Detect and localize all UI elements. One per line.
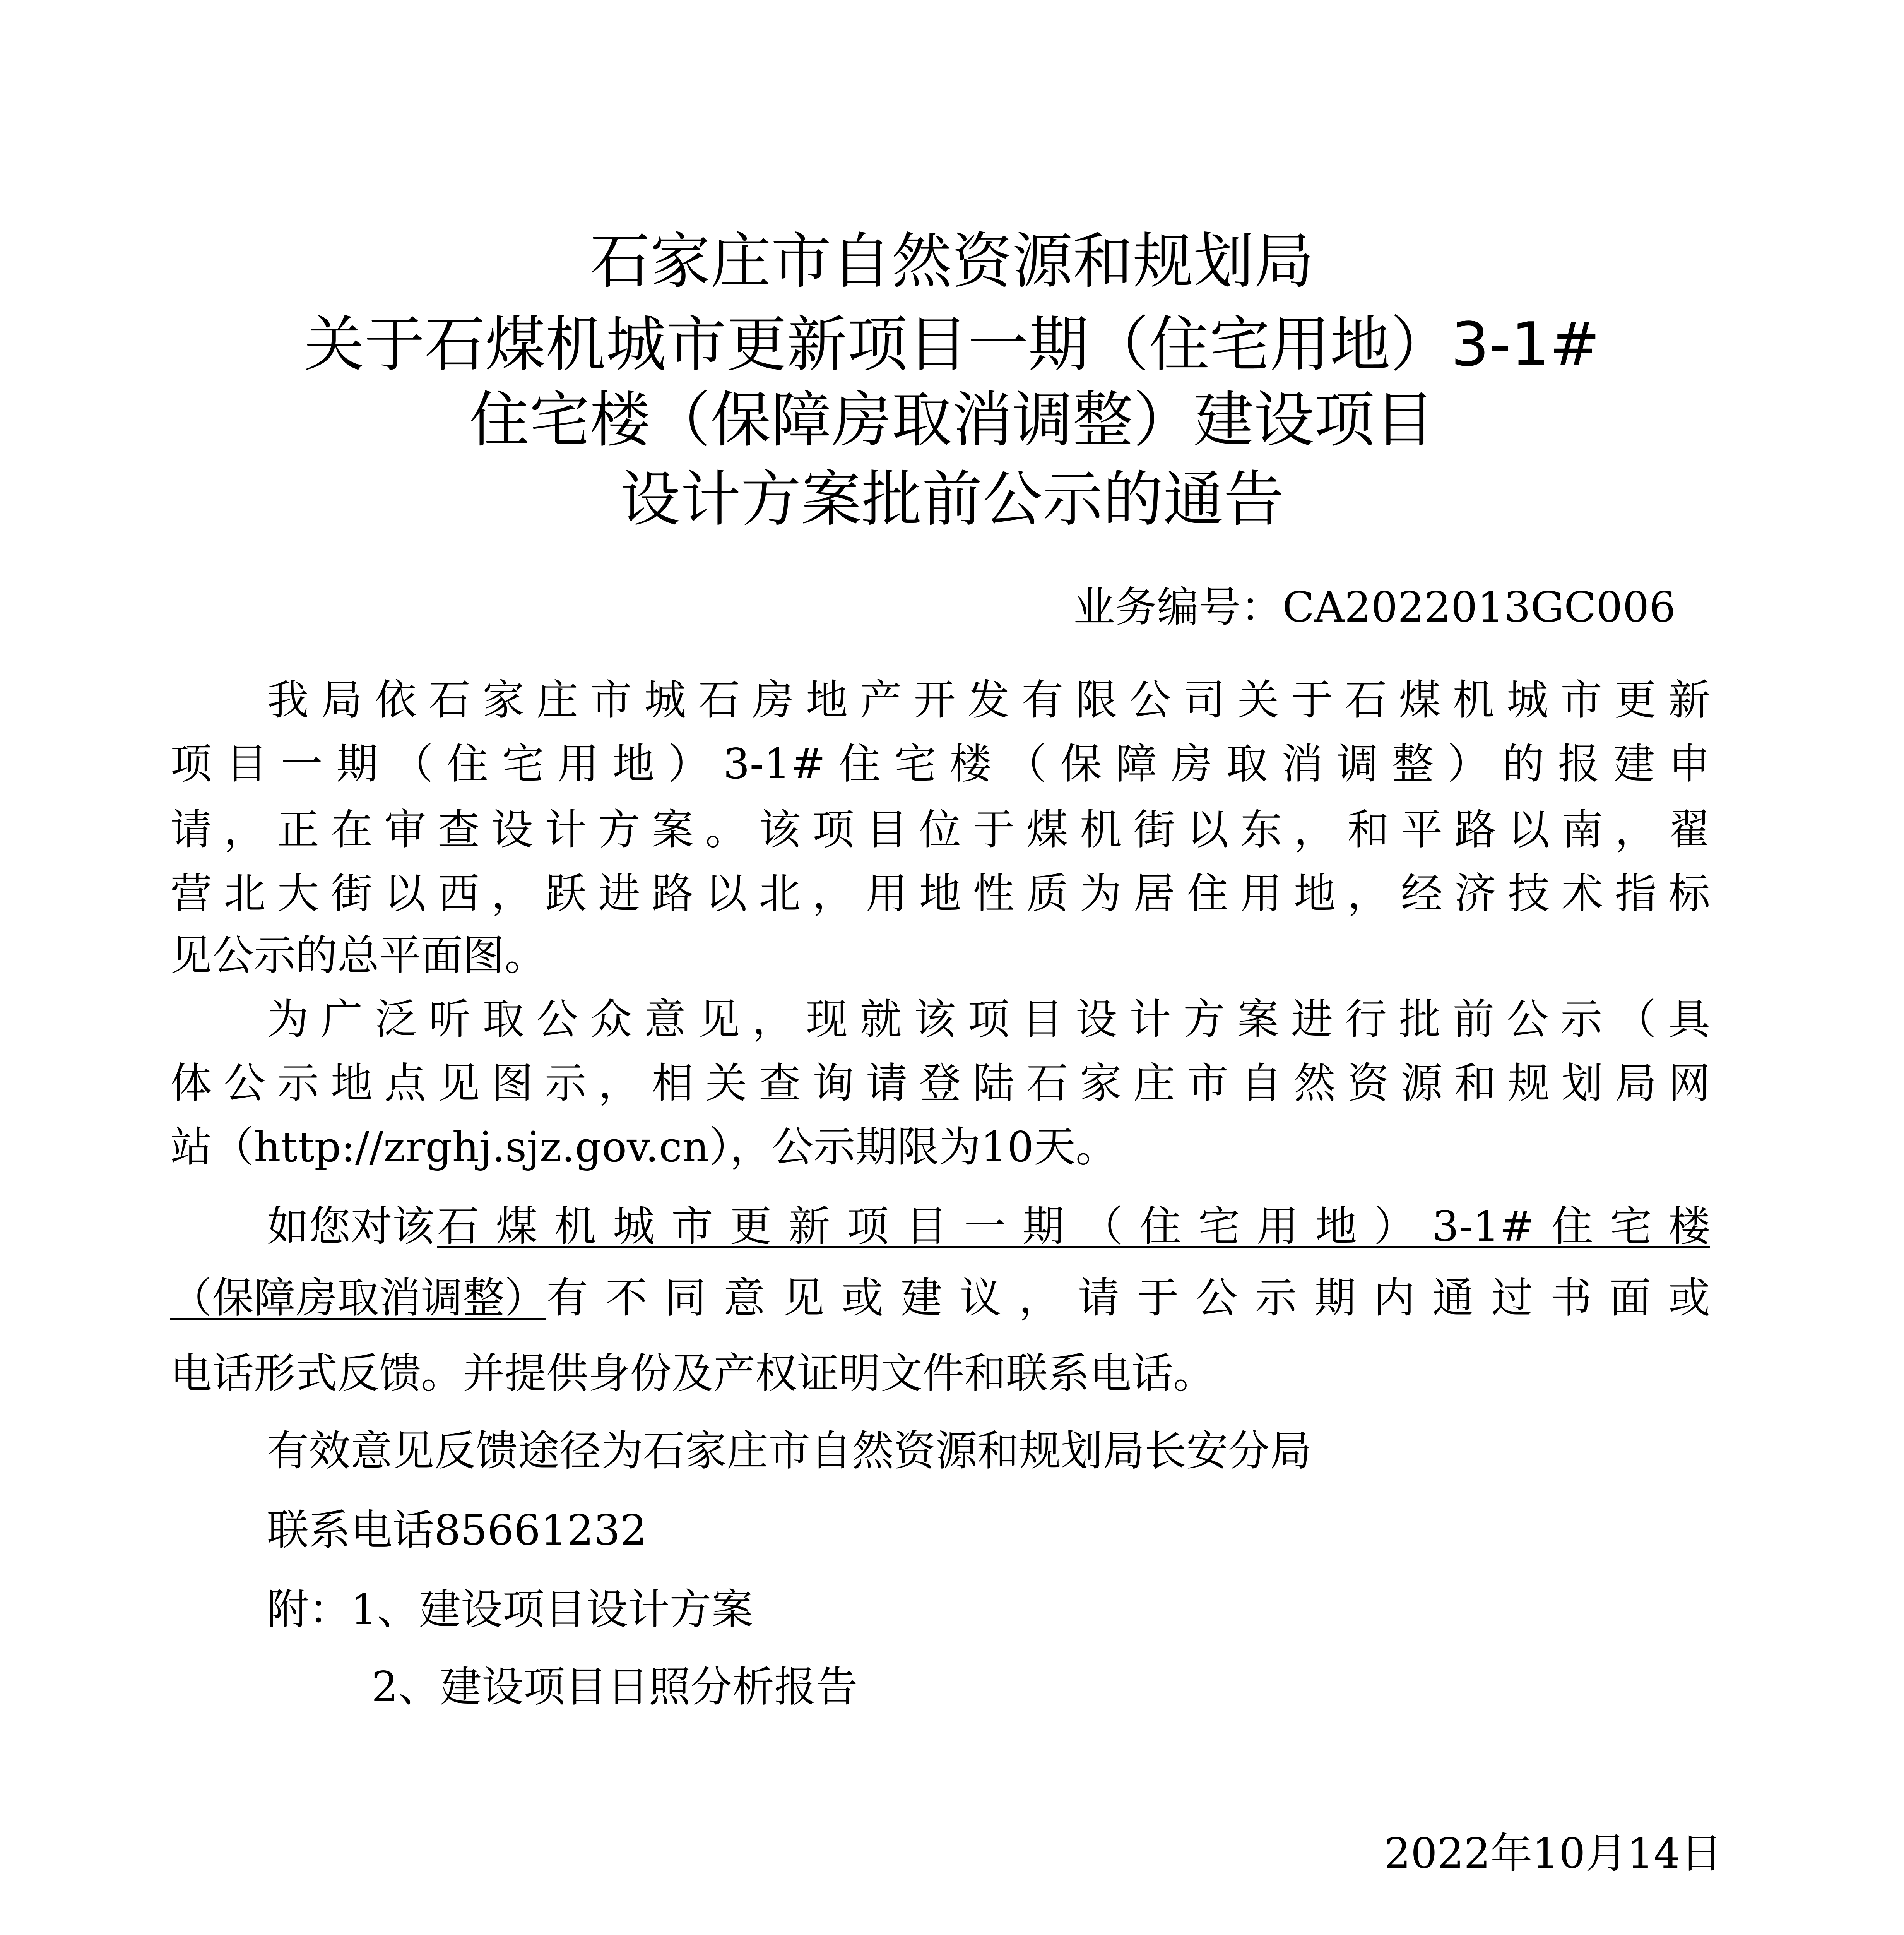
paragraph-3-line-2 [170, 1271, 1710, 1325]
project-name-underlined-continued: （保障房取消调整） [170, 1274, 547, 1322]
paragraph-1-line-2: 项目一期（住宅用地）3-1#住宅楼（保障房取消调整）的报建申 [170, 740, 1710, 788]
paragraph-3-suffix: 有不同意见或建议，请于公示期内通过书面或 [546, 1274, 1710, 1322]
paragraph-1-line-5: 见公示的总平面图。 [170, 932, 547, 980]
paragraph-1-line-4: 营北大街以西，跃进路以北，用地性质为居住用地，经济技术指标 [170, 870, 1710, 918]
issue-date: 2022年10月14日 [1384, 1829, 1722, 1878]
contact-phone: 联系电话85661232 [267, 1506, 647, 1555]
notice-title-line-4: 设计方案批前公示的通告 [620, 464, 1284, 534]
notice-title-line-2: 关于石煤机城市更新项目一期（住宅用地）3-1# [304, 309, 1600, 380]
feedback-channel: 有效意见反馈途径为石家庄市自然资源和规划局长安分局 [267, 1427, 1312, 1475]
paragraph-2-line-3: 站（http://zrghj.sjz.gov.cn），公示期限为10天。 [170, 1123, 1117, 1171]
paragraph-1-line-3: 请，正在审查设计方案。该项目位于煤机街以东，和平路以南，翟 [170, 806, 1710, 854]
paragraph-2-line-2: 体公示地点见图示，相关查询请登陆石家庄市自然资源和规划局网 [170, 1059, 1710, 1108]
paragraph-3-line-1 [267, 1200, 1710, 1254]
notice-title-line-1: 石家庄市自然资源和规划局 [590, 226, 1314, 296]
attachment-item-1: 附：1、建设项目设计方案 [267, 1586, 753, 1634]
paragraph-3-prefix: 如您对该 [267, 1202, 435, 1251]
project-name-underlined: 石煤机城市更新项目一期（住宅用地）3-1#住宅楼 [437, 1202, 1710, 1251]
business-number: 业务编号：CA2022013GC006 [1073, 583, 1676, 632]
paragraph-2-line-1: 为广泛听取公众意见，现就该项目设计方案进行批前公示（具 [267, 995, 1710, 1044]
notice-title-line-3: 住宅楼（保障房取消调整）建设项目 [469, 385, 1435, 455]
paragraph-1-line-1: 我局依石家庄市城石房地产开发有限公司关于石煤机城市更新 [267, 676, 1710, 724]
attachment-item-2: 2、建设项目日照分析报告 [371, 1663, 858, 1711]
paragraph-3-line-3: 电话形式反馈。并提供身份及产权证明文件和联系电话。 [170, 1349, 1215, 1398]
